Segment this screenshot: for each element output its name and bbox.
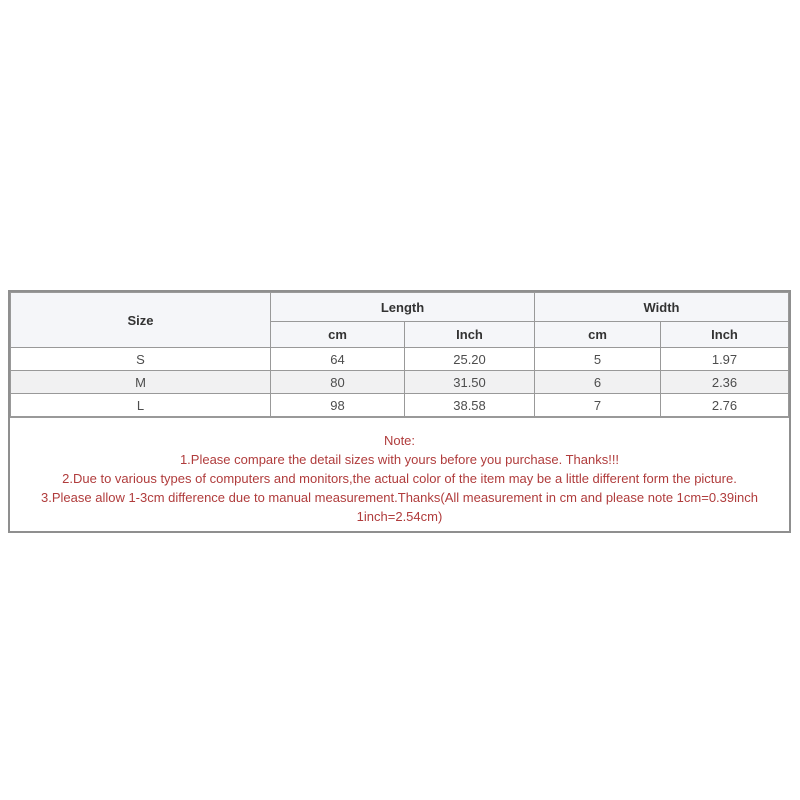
size-cell: M bbox=[11, 371, 271, 394]
col-header-size: Size bbox=[11, 293, 271, 348]
width-cm-cell: 7 bbox=[535, 394, 661, 417]
note-line-3: 3.Please allow 1-3cm difference due to manual measurement.Thanks(All measurement in cm and please note 1cm=0.39inch 1inch=2.54cm) bbox=[41, 490, 758, 524]
length-cm-cell: 98 bbox=[271, 394, 405, 417]
size-cell: L bbox=[11, 394, 271, 417]
length-inch-cell: 31.50 bbox=[405, 371, 535, 394]
table-row-m bbox=[11, 371, 789, 394]
length-inch-cell: 25.20 bbox=[405, 348, 535, 371]
note-box bbox=[10, 417, 789, 531]
size-chart bbox=[8, 290, 791, 533]
col-header-length: Length bbox=[271, 293, 535, 322]
length-cm-cell: 64 bbox=[271, 348, 405, 371]
note-line-2: 2.Due to various types of computers and monitors,the actual color of the item may be a little different form the picture. bbox=[62, 471, 737, 486]
width-inch-cell: 2.76 bbox=[661, 394, 789, 417]
subheader-length-inch: Inch bbox=[405, 322, 535, 348]
subheader-width-cm: cm bbox=[535, 322, 661, 348]
table-row-s bbox=[11, 348, 789, 371]
width-inch-cell: 1.97 bbox=[661, 348, 789, 371]
width-cm-cell: 6 bbox=[535, 371, 661, 394]
length-cm-cell: 80 bbox=[271, 371, 405, 394]
size-table bbox=[10, 292, 789, 417]
size-cell: S bbox=[11, 348, 271, 371]
width-inch-cell: 2.36 bbox=[661, 371, 789, 394]
subheader-length-cm: cm bbox=[271, 322, 405, 348]
table-row-l bbox=[11, 394, 789, 417]
table-header-row-main bbox=[11, 293, 789, 322]
note-line-1: 1.Please compare the detail sizes with yours before you purchase. Thanks!!! bbox=[179, 452, 620, 467]
width-cm-cell: 5 bbox=[535, 348, 661, 371]
note-title: Note: bbox=[383, 433, 416, 448]
length-inch-cell: 38.58 bbox=[405, 394, 535, 417]
subheader-width-inch: Inch bbox=[661, 322, 789, 348]
col-header-width: Width bbox=[535, 293, 789, 322]
